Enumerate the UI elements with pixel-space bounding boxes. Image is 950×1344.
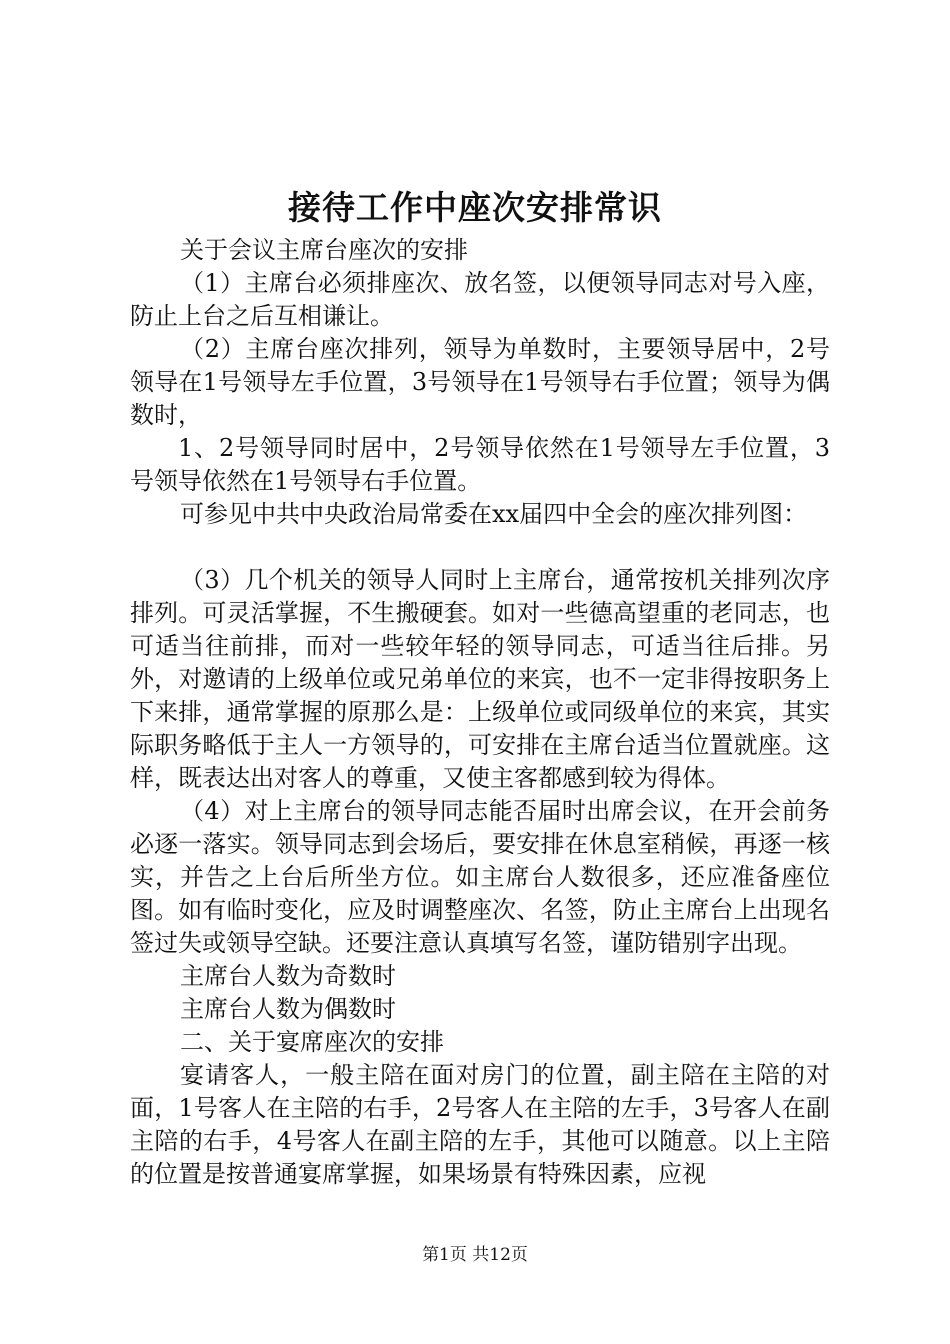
paragraph-1: （1）主席台必须排座次、放名签，以便领导同志对号入座，防止上台之后互相谦让。	[130, 269, 830, 330]
caption-odd: 主席台人数为奇数时	[180, 962, 396, 990]
paragraph-banquet: 宴请客人，一般主陪在面对房门的位置，副主陪在主陪的对面，1号客人在主陪的右手，2号客人在主陪的左手，3号客人在副主陪的右手，4号客人在副主陪的左手，其他可以随意。以上主陪的位置是按普通宴席掌握，如果场景有特殊因素，应视	[130, 1061, 830, 1188]
paragraph-4: 可参见中共中央政治局常委在xx届四中全会的座次排列图：	[180, 500, 808, 528]
heading-meeting-seating: 关于会议主席台座次的安排	[180, 236, 468, 264]
paragraph-5: （3）几个机关的领导人同时上主席台，通常按机关排列次序排列。可灵活掌握，不生搬硬套。如对一些德高望重的老同志，也可适当往前排，而对一些较年轻的领导同志，可适当往后排。另外，对邀请的上级单位或兄弟单位的来宾，也不一定非得按职务上下来排，通常掌握的原那么是：上级单位或同级单位的来宾，其实际职务略低于主人一方领导的，可安排在主席台适当位置就座。这样，既表达出对客人的尊重，又使主客都感到较为得体。	[130, 566, 830, 792]
page-number: 第1页 共12页	[422, 1245, 528, 1265]
heading-banquet-seating: 二、关于宴席座次的安排	[180, 1028, 444, 1056]
paragraph-3: 1、2号领导同时居中，2号领导依然在1号领导左手位置，3号领导依然在1号领导右手位置。	[130, 434, 830, 495]
document-title: 接待工作中座次安排常识	[288, 188, 662, 227]
caption-even: 主席台人数为偶数时	[180, 995, 396, 1023]
figure-placeholder-gap	[130, 531, 830, 564]
paragraph-2: （2）主席台座次排列，领导为单数时，主要领导居中，2号领导在1号领导左手位置，3号领导在1号领导右手位置；领导为偶数时，	[130, 335, 830, 429]
document-body	[130, 234, 830, 1191]
paragraph-6: （4）对上主席台的领导同志能否届时出席会议，在开会前务必逐一落实。领导同志到会场后，要安排在休息室稍候，再逐一核实，并告之上台后所坐方位。如主席台人数很多，还应准备座位图。如有临时变化，应及时调整座次、名签，防止主席台上出现名签过失或领导空缺。还要注意认真填写名签，谨防错别字出现。	[130, 797, 830, 957]
